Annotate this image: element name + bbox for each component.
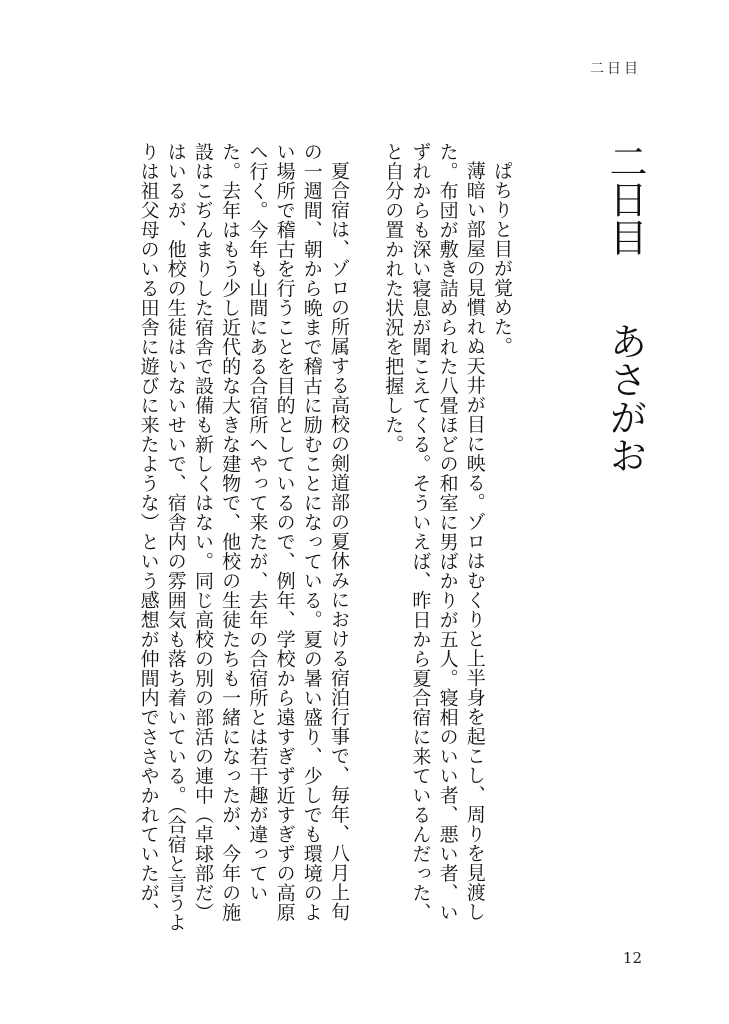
paragraph-2: 薄暗い部屋の見慣れぬ天井が目に映る。ゾロはむくりと上半身を起こし、周りを見渡した。布団が敷き詰められた八畳ほどの和室に男ばかりが五人。寝相のいい者、悪い者、いずれからも深い寝息が聞こえてくる。そういえば、昨日から夏合宿に来ているんだった、と自分の置かれた状況を把握した。: [382, 142, 486, 922]
chapter-subtitle: あさがお: [603, 322, 647, 474]
paragraph-1: ぱちりと目が覚めた。: [491, 161, 513, 356]
running-header: 二日目: [590, 61, 641, 77]
paragraph-spacer: [352, 142, 379, 932]
paragraph-3: 夏合宿は、ゾロの所属する高校の剣道部の夏休みにおける宿泊行事で、毎年、八月上旬の一週間、朝から晩まで稽古に励むことになっている。夏の暑い盛り、少しでも環境のよい場所で稽古を行うことを目的としているので、例年、学校から遠すぎず近すぎずの高原へ行く。今年も山間にある合宿所へやって来たが、去年の合宿所とは若干趣が違っていた。去年はもう少し近代的な大きな建物で、他校の生徒たちも一緒になったが、今年の施設はこぢんまりした宿舎で設備も新しくはない。同じ高校の別の部活の連中（卓球部だ）はいるが、他校の生徒はいないせいで、宿舎内の雰囲気も落ち着いている。（合宿と言うよりは祖父母のいる田舎に遊びに来たような）という感想が仲間内でささやかれていたが、: [137, 142, 350, 932]
chapter-heading: [603, 142, 647, 474]
body-text: [134, 142, 515, 932]
chapter-day: 二日目: [603, 142, 647, 256]
page-number: 12: [622, 949, 642, 967]
